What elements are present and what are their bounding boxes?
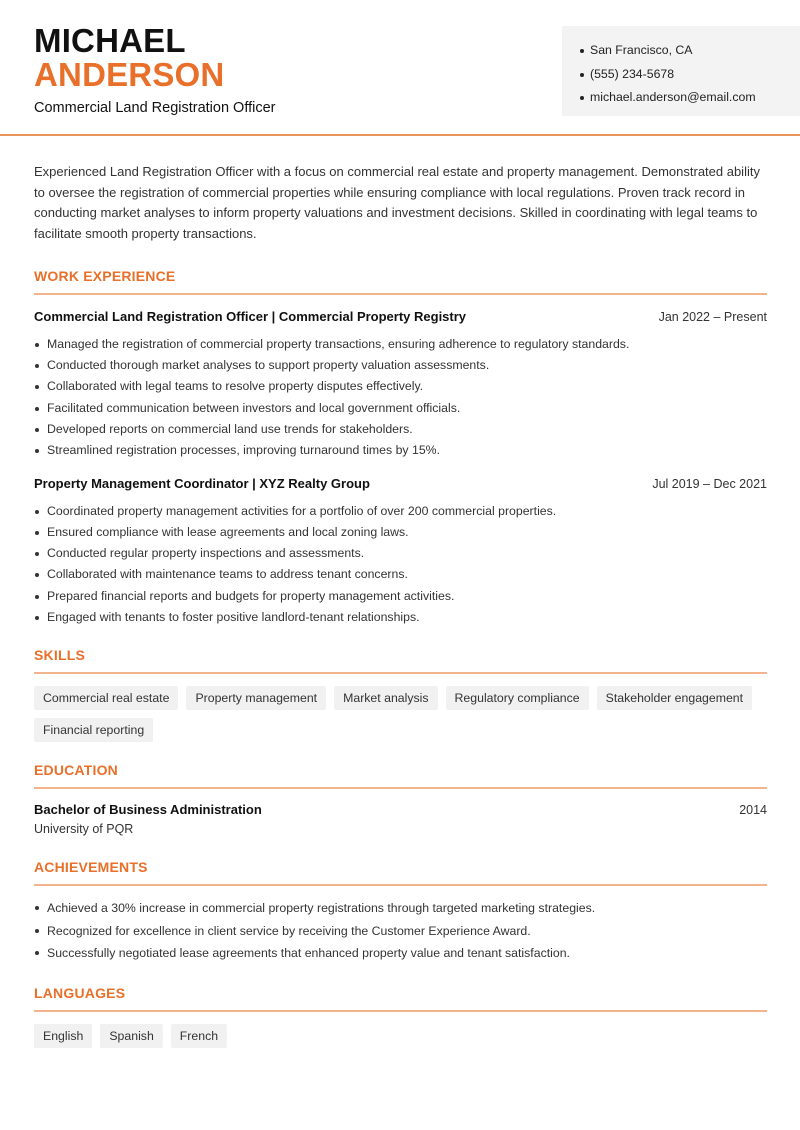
list-item: Coordinated property management activities for a portfolio of over 200 commercial properties.: [34, 501, 767, 522]
list-item: Facilitated communication between investors and local government officials.: [34, 398, 767, 419]
languages-list: [34, 1024, 767, 1048]
job-title: Commercial Land Registration Officer: [34, 100, 276, 116]
first-name: MICHAEL: [34, 22, 186, 59]
contact-phone: (555) 234-5678: [580, 63, 800, 87]
job-entry: [34, 476, 767, 629]
list-item: Collaborated with legal teams to resolve property disputes effectively.: [34, 376, 767, 397]
list-item: Collaborated with maintenance teams to address tenant concerns.: [34, 564, 767, 585]
skill-tag: Market analysis: [334, 686, 437, 710]
job-dates: Jul 2019 – Dec 2021: [652, 476, 767, 491]
skill-tag: Property management: [186, 686, 326, 710]
school-name: University of PQR: [34, 822, 134, 837]
list-item: Conducted regular property inspections and assessments.: [34, 543, 767, 564]
full-name: [34, 24, 224, 91]
section-title-education: EDUCATION: [34, 762, 767, 789]
resume-body: [34, 162, 767, 1048]
contact-email: michael.anderson@email.com: [580, 86, 800, 110]
list-item: Achieved a 30% increase in commercial property registrations through targeted marketing strategies.: [34, 897, 767, 920]
summary-text: Experienced Land Registration Officer with a focus on commercial real estate and property management. Demonstrated ability to oversee the registration of commercial properties while ensuring compliance with local regulations. Proven track record in conducting market analyses to inform property valuations and investment decisions. Skilled in coordinating with legal teams to facilitate smooth property transactions.: [34, 164, 760, 242]
list-item: Conducted thorough market analyses to support property valuation assessments.: [34, 355, 767, 376]
job-role: Property Management Coordinator | XYZ Realty Group: [34, 475, 370, 491]
skill-tag: Commercial real estate: [34, 686, 178, 710]
graduation-year: 2014: [739, 803, 767, 818]
skill-tag: Financial reporting: [34, 718, 153, 742]
list-item: Streamlined registration processes, improving turnaround times by 15%.: [34, 440, 767, 461]
last-name: ANDERSON: [34, 56, 225, 93]
section-title-languages: LANGUAGES: [34, 985, 767, 1012]
achievements-section: [34, 859, 767, 965]
work-experience-section: [34, 268, 767, 629]
skill-tag: Regulatory compliance: [446, 686, 589, 710]
section-title-achievements: ACHIEVEMENTS: [34, 859, 767, 886]
list-item: Engaged with tenants to foster positive landlord-tenant relationships.: [34, 607, 767, 628]
list-item: Managed the registration of commercial property transactions, ensuring adherence to regulatory standards.: [34, 334, 767, 355]
resume-header: [0, 0, 800, 136]
list-item: Ensured compliance with lease agreements and local zoning laws.: [34, 522, 767, 543]
languages-section: [34, 985, 767, 1048]
job-role: Commercial Land Registration Officer | Commercial Property Registry: [34, 308, 467, 324]
list-item: Recognized for excellence in client service by receiving the Customer Experience Award.: [34, 920, 767, 943]
list-item: Successfully negotiated lease agreements that enhanced property value and tenant satisfaction.: [34, 942, 767, 965]
job-entry: [34, 309, 767, 462]
skills-section: [34, 647, 767, 742]
contact-location: San Francisco, CA: [580, 39, 800, 63]
degree-name: Bachelor of Business Administration: [34, 802, 262, 818]
job-dates: Jan 2022 – Present: [658, 309, 767, 324]
language-tag: English: [34, 1024, 92, 1048]
list-item: Prepared financial reports and budgets for property management activities.: [34, 586, 767, 607]
section-title-skills: SKILLS: [34, 647, 767, 674]
language-tag: Spanish: [100, 1024, 162, 1048]
contact-box: [562, 26, 800, 116]
education-section: [34, 762, 767, 836]
section-title-work: WORK EXPERIENCE: [34, 268, 767, 295]
language-tag: French: [171, 1024, 227, 1048]
skill-tag: Stakeholder engagement: [597, 686, 752, 710]
list-item: Developed reports on commercial land use trends for stakeholders.: [34, 419, 767, 440]
skills-list: [34, 686, 767, 742]
